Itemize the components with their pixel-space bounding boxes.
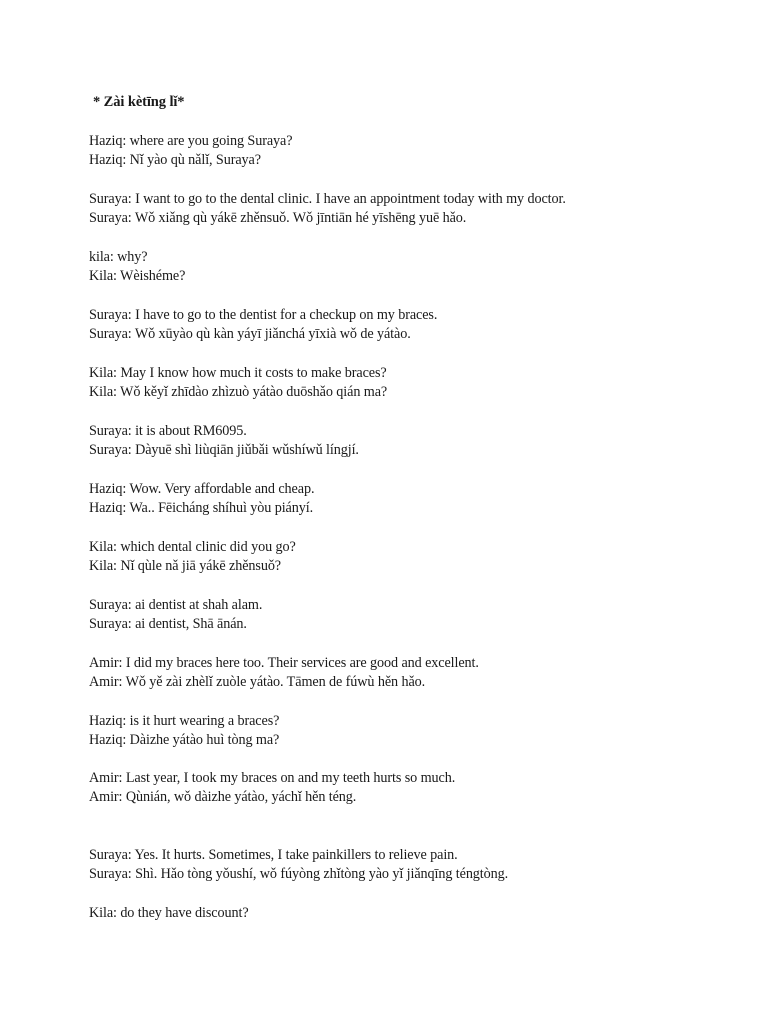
dialogue-line: Kila: which dental clinic did you go? [89, 539, 296, 555]
dialogue-line: Amir: I did my braces here too. Their services are good and excellent. [89, 655, 479, 671]
dialogue-line: Haziq: Wow. Very affordable and cheap. [89, 481, 315, 497]
dialogue-line: Suraya: Shì. Hǎo tòng yǒushí, wǒ fúyòng zhǐtòng yào yǐ jiǎnqīng téngtòng. [89, 866, 509, 882]
page-title: * Zài kètīng lǐ* [93, 94, 185, 110]
dialogue-line: Kila: May I know how much it costs to make braces? [89, 365, 387, 381]
dialogue-line: Amir: Wǒ yě zài zhèlǐ zuòle yátào. Tāmen de fúwù hěn hǎo. [89, 674, 426, 690]
dialogue-line: Suraya: Wǒ xiǎng qù yákē zhěnsuǒ. Wǒ jīntiān hé yīshēng yuē hǎo. [89, 210, 467, 226]
dialogue-line: Haziq: where are you going Suraya? [89, 133, 293, 149]
dialogue-line: Suraya: I have to go to the dentist for a checkup on my braces. [89, 307, 438, 323]
dialogue-line: Suraya: I want to go to the dental clinic. I have an appointment today with my doctor. [89, 191, 566, 207]
dialogue-line: Kila: Wǒ kěyǐ zhīdào zhìzuò yátào duōshǎo qián ma? [89, 384, 388, 400]
dialogue-line: Suraya: ai dentist, Shā ānán. [89, 616, 247, 632]
dialogue-line: Haziq: Wa.. Fēicháng shíhuì yòu piányí. [89, 500, 314, 516]
dialogue-line: Haziq: Dàizhe yátào huì tòng ma? [89, 732, 280, 748]
dialogue-line: Suraya: ai dentist at shah alam. [89, 597, 263, 613]
dialogue-line: Suraya: it is about RM6095. [89, 423, 247, 439]
dialogue-line: Haziq: Nǐ yào qù nǎlǐ, Suraya? [89, 152, 261, 168]
dialogue-line: Amir: Last year, I took my braces on and my teeth hurts so much. [89, 770, 456, 786]
dialogue-line: Kila: Nǐ qùle nǎ jiā yákē zhěnsuǒ? [89, 558, 282, 574]
dialogue-line: Amir: Qùnián, wǒ dàizhe yátào, yáchǐ hěn téng. [89, 789, 357, 805]
dialogue-line: Kila: Wèishéme? [89, 268, 186, 284]
dialogue-line: Suraya: Yes. It hurts. Sometimes, I take painkillers to relieve pain. [89, 847, 458, 863]
dialogue-line: Haziq: is it hurt wearing a braces? [89, 713, 280, 729]
dialogue-line: Suraya: Dàyuē shì liùqiān jiǔbǎi wǔshíwǔ língjí. [89, 442, 359, 458]
dialogue-line: Kila: do they have discount? [89, 905, 249, 921]
dialogue-line: Suraya: Wǒ xūyào qù kàn yáyī jiǎnchá yīxià wǒ de yátào. [89, 326, 411, 342]
dialogue-line: kila: why? [89, 249, 148, 265]
